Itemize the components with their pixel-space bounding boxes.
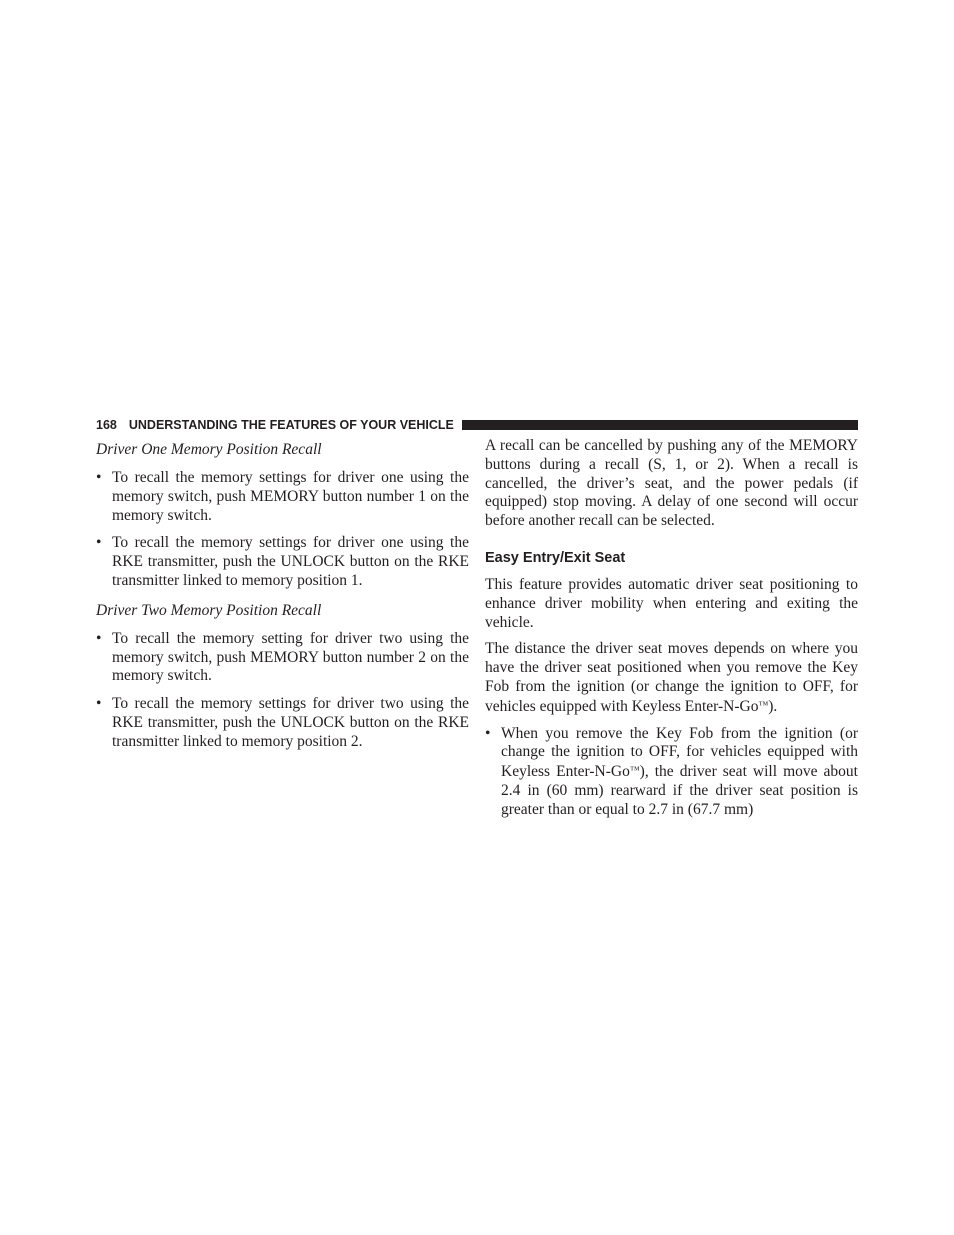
bullet-glyph: • <box>96 534 102 552</box>
list-item: • To recall the memory settings for driver one using the memory switch, push MEMORY button number 1 on the memory switch. <box>96 469 469 524</box>
seat-distance-paragraph: The distance the driver seat moves depends on where you have the driver seat positioned when you remove the Key Fob from the ignition (or change the ignition to OFF, for vehicles equipped with Keyless Enter-N-Go™). <box>485 640 858 715</box>
trademark-symbol: ™ <box>758 699 769 711</box>
trademark-symbol: ™ <box>629 765 640 777</box>
left-column <box>96 437 469 762</box>
page-header <box>96 416 858 434</box>
running-title: UNDERSTANDING THE FEATURES OF YOUR VEHICLE <box>128 418 454 432</box>
bullet-glyph: • <box>96 469 102 486</box>
driver-one-list <box>96 469 469 591</box>
list-item: • To recall the memory settings for driver one using the RKE transmitter, push the UNLOCK button on the RKE transmitter linked to memory position 1. <box>96 534 469 589</box>
header-rule <box>462 420 858 430</box>
driver-two-list <box>96 630 469 752</box>
bullet-glyph: • <box>485 724 491 742</box>
list-item: • When you remove the Key Fob from the ignition (or change the ignition to OFF, for vehicles equipped with Keyless Enter-N-Go™), the driver seat will move about 2.4 in (60 mm) rearward if the driver seat position is greater than or equal to 2.7 in (67.7 mm) <box>485 724 858 818</box>
recall-cancel-paragraph: A recall can be cancelled by pushing any of the MEMORY buttons during a recall (S, 1, or 2). When a recall is cancelled, the driver’s seat, and the power pedals (if equipped) stop moving. A delay of one second will occur before another recall can be selected. <box>485 437 858 530</box>
bullet-glyph: • <box>96 695 102 713</box>
easy-entry-intro: This feature provides automatic driver seat positioning to enhance driver mobility when entering and exiting the vehicle. <box>485 575 858 631</box>
bullet-glyph: • <box>96 629 102 647</box>
easy-entry-list <box>485 725 858 820</box>
page-number: 168 <box>96 418 117 432</box>
section-title-driver-two: Driver Two Memory Position Recall <box>96 601 322 619</box>
right-column <box>485 437 858 830</box>
list-item: • To recall the memory setting for driver two using the memory switch, push MEMORY button number 2 on the memory switch. <box>96 629 469 685</box>
section-title-driver-one: Driver One Memory Position Recall <box>96 441 322 458</box>
list-item: • To recall the memory settings for driver two using the RKE transmitter, push the UNLOCK button on the RKE transmitter linked to memory position 2. <box>96 695 469 750</box>
section-heading-easy-entry: Easy Entry/Exit Seat <box>485 549 626 566</box>
